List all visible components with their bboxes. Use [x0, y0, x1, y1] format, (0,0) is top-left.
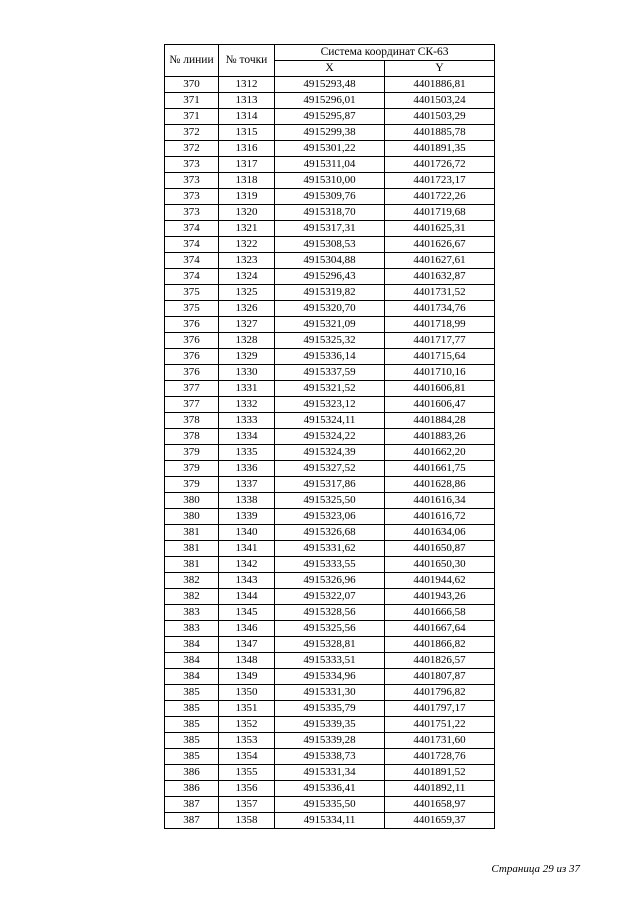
cell-x: 4915331,30: [275, 685, 385, 701]
cell-y: 4401944,62: [385, 573, 495, 589]
cell-x: 4915301,22: [275, 141, 385, 157]
column-header-line-no: № линии: [165, 45, 219, 77]
cell-point-no: 1314: [219, 109, 275, 125]
cell-y: 4401616,34: [385, 493, 495, 509]
table-row: [165, 525, 495, 541]
table-row: [165, 493, 495, 509]
cell-line-no: 387: [165, 797, 219, 813]
table-row: [165, 397, 495, 413]
table-row: [165, 237, 495, 253]
table-row: [165, 557, 495, 573]
cell-point-no: 1339: [219, 509, 275, 525]
cell-y: 4401662,20: [385, 445, 495, 461]
cell-point-no: 1326: [219, 301, 275, 317]
table-row: [165, 717, 495, 733]
cell-x: 4915311,04: [275, 157, 385, 173]
cell-line-no: 376: [165, 333, 219, 349]
cell-point-no: 1349: [219, 669, 275, 685]
cell-x: 4915337,59: [275, 365, 385, 381]
table-row: [165, 173, 495, 189]
cell-point-no: 1315: [219, 125, 275, 141]
cell-line-no: 377: [165, 381, 219, 397]
cell-y: 4401797,17: [385, 701, 495, 717]
cell-x: 4915318,70: [275, 205, 385, 221]
cell-y: 4401751,22: [385, 717, 495, 733]
table-row: [165, 77, 495, 93]
cell-line-no: 378: [165, 413, 219, 429]
cell-line-no: 379: [165, 445, 219, 461]
cell-point-no: 1322: [219, 237, 275, 253]
cell-y: 4401659,37: [385, 813, 495, 829]
cell-x: 4915334,11: [275, 813, 385, 829]
cell-x: 4915336,41: [275, 781, 385, 797]
cell-y: 4401891,52: [385, 765, 495, 781]
cell-y: 4401626,67: [385, 237, 495, 253]
cell-y: 4401627,61: [385, 253, 495, 269]
cell-x: 4915308,53: [275, 237, 385, 253]
cell-y: 4401731,60: [385, 733, 495, 749]
cell-point-no: 1358: [219, 813, 275, 829]
cell-y: 4401715,64: [385, 349, 495, 365]
coordinates-table: [164, 44, 495, 829]
cell-y: 4401616,72: [385, 509, 495, 525]
table-row: [165, 637, 495, 653]
cell-line-no: 384: [165, 653, 219, 669]
table-row: [165, 413, 495, 429]
column-header-x: X: [275, 61, 385, 77]
cell-y: 4401807,87: [385, 669, 495, 685]
cell-point-no: 1356: [219, 781, 275, 797]
cell-point-no: 1357: [219, 797, 275, 813]
cell-point-no: 1323: [219, 253, 275, 269]
table-row: [165, 125, 495, 141]
cell-point-no: 1317: [219, 157, 275, 173]
cell-x: 4915325,56: [275, 621, 385, 637]
cell-x: 4915317,31: [275, 221, 385, 237]
cell-x: 4915334,96: [275, 669, 385, 685]
cell-line-no: 381: [165, 525, 219, 541]
cell-y: 4401866,82: [385, 637, 495, 653]
cell-point-no: 1325: [219, 285, 275, 301]
table-row: [165, 205, 495, 221]
cell-x: 4915317,86: [275, 477, 385, 493]
cell-x: 4915319,82: [275, 285, 385, 301]
cell-point-no: 1318: [219, 173, 275, 189]
table-row: [165, 349, 495, 365]
cell-y: 4401606,47: [385, 397, 495, 413]
cell-y: 4401726,72: [385, 157, 495, 173]
cell-line-no: 385: [165, 733, 219, 749]
cell-point-no: 1321: [219, 221, 275, 237]
cell-line-no: 384: [165, 669, 219, 685]
cell-y: 4401728,76: [385, 749, 495, 765]
table-row: [165, 221, 495, 237]
cell-point-no: 1335: [219, 445, 275, 461]
cell-line-no: 383: [165, 621, 219, 637]
cell-line-no: 385: [165, 701, 219, 717]
table-row: [165, 445, 495, 461]
cell-line-no: 373: [165, 173, 219, 189]
cell-line-no: 376: [165, 349, 219, 365]
cell-line-no: 385: [165, 749, 219, 765]
cell-point-no: 1331: [219, 381, 275, 397]
cell-y: 4401667,64: [385, 621, 495, 637]
cell-point-no: 1316: [219, 141, 275, 157]
cell-x: 4915338,73: [275, 749, 385, 765]
cell-point-no: 1330: [219, 365, 275, 381]
table-row: [165, 253, 495, 269]
table-row: [165, 109, 495, 125]
table-row: [165, 589, 495, 605]
cell-line-no: 379: [165, 461, 219, 477]
cell-point-no: 1341: [219, 541, 275, 557]
cell-y: 4401650,30: [385, 557, 495, 573]
cell-point-no: 1333: [219, 413, 275, 429]
cell-x: 4915333,51: [275, 653, 385, 669]
table-row: [165, 749, 495, 765]
cell-x: 4915327,52: [275, 461, 385, 477]
cell-x: 4915320,70: [275, 301, 385, 317]
cell-x: 4915323,12: [275, 397, 385, 413]
table-row: [165, 797, 495, 813]
cell-point-no: 1337: [219, 477, 275, 493]
cell-point-no: 1352: [219, 717, 275, 733]
cell-x: 4915322,07: [275, 589, 385, 605]
cell-point-no: 1313: [219, 93, 275, 109]
cell-line-no: 384: [165, 637, 219, 653]
cell-y: 4401884,28: [385, 413, 495, 429]
table-row: [165, 541, 495, 557]
table-row: [165, 509, 495, 525]
table-row: [165, 189, 495, 205]
cell-point-no: 1329: [219, 349, 275, 365]
cell-line-no: 374: [165, 237, 219, 253]
cell-y: 4401650,87: [385, 541, 495, 557]
table-row: [165, 573, 495, 589]
cell-line-no: 373: [165, 205, 219, 221]
table-row: [165, 701, 495, 717]
cell-x: 4915293,48: [275, 77, 385, 93]
cell-x: 4915325,50: [275, 493, 385, 509]
cell-line-no: 370: [165, 77, 219, 93]
cell-x: 4915335,79: [275, 701, 385, 717]
cell-line-no: 374: [165, 221, 219, 237]
cell-point-no: 1344: [219, 589, 275, 605]
cell-y: 4401719,68: [385, 205, 495, 221]
cell-point-no: 1327: [219, 317, 275, 333]
cell-y: 4401710,16: [385, 365, 495, 381]
cell-line-no: 374: [165, 253, 219, 269]
cell-x: 4915336,14: [275, 349, 385, 365]
cell-y: 4401722,26: [385, 189, 495, 205]
cell-y: 4401503,29: [385, 109, 495, 125]
cell-x: 4915321,52: [275, 381, 385, 397]
cell-y: 4401943,26: [385, 589, 495, 605]
cell-y: 4401734,76: [385, 301, 495, 317]
table-row: [165, 317, 495, 333]
cell-x: 4915339,35: [275, 717, 385, 733]
table-row: [165, 461, 495, 477]
cell-point-no: 1320: [219, 205, 275, 221]
cell-line-no: 380: [165, 509, 219, 525]
cell-line-no: 376: [165, 365, 219, 381]
cell-point-no: 1336: [219, 461, 275, 477]
cell-line-no: 387: [165, 813, 219, 829]
cell-x: 4915331,34: [275, 765, 385, 781]
table-row: [165, 765, 495, 781]
table-row: [165, 157, 495, 173]
cell-point-no: 1340: [219, 525, 275, 541]
column-header-point-no: № точки: [219, 45, 275, 77]
cell-y: 4401718,99: [385, 317, 495, 333]
table-row: [165, 669, 495, 685]
cell-x: 4915299,38: [275, 125, 385, 141]
cell-y: 4401503,24: [385, 93, 495, 109]
cell-x: 4915325,32: [275, 333, 385, 349]
coordinates-table-header: [165, 45, 495, 77]
table-row: [165, 733, 495, 749]
cell-y: 4401891,35: [385, 141, 495, 157]
cell-line-no: 382: [165, 589, 219, 605]
cell-y: 4401796,82: [385, 685, 495, 701]
cell-y: 4401885,78: [385, 125, 495, 141]
cell-y: 4401606,81: [385, 381, 495, 397]
cell-y: 4401628,86: [385, 477, 495, 493]
column-header-y: Y: [385, 61, 495, 77]
cell-line-no: 371: [165, 109, 219, 125]
cell-line-no: 385: [165, 717, 219, 733]
cell-line-no: 381: [165, 557, 219, 573]
cell-y: 4401892,11: [385, 781, 495, 797]
cell-line-no: 386: [165, 765, 219, 781]
cell-x: 4915295,87: [275, 109, 385, 125]
cell-line-no: 373: [165, 189, 219, 205]
cell-y: 4401661,75: [385, 461, 495, 477]
cell-line-no: 381: [165, 541, 219, 557]
table-row: [165, 781, 495, 797]
column-header-coordinate-system: Система координат СК-63: [275, 45, 495, 61]
cell-point-no: 1312: [219, 77, 275, 93]
table-row: [165, 141, 495, 157]
cell-point-no: 1353: [219, 733, 275, 749]
cell-x: 4915328,81: [275, 637, 385, 653]
cell-y: 4401658,97: [385, 797, 495, 813]
cell-x: 4915321,09: [275, 317, 385, 333]
table-row: [165, 605, 495, 621]
cell-x: 4915310,00: [275, 173, 385, 189]
cell-line-no: 372: [165, 125, 219, 141]
cell-line-no: 371: [165, 93, 219, 109]
cell-y: 4401666,58: [385, 605, 495, 621]
cell-line-no: 374: [165, 269, 219, 285]
cell-y: 4401632,87: [385, 269, 495, 285]
table-row: [165, 685, 495, 701]
cell-point-no: 1351: [219, 701, 275, 717]
cell-y: 4401826,57: [385, 653, 495, 669]
cell-y: 4401723,17: [385, 173, 495, 189]
cell-point-no: 1342: [219, 557, 275, 573]
cell-x: 4915323,06: [275, 509, 385, 525]
cell-line-no: 380: [165, 493, 219, 509]
cell-y: 4401717,77: [385, 333, 495, 349]
cell-point-no: 1343: [219, 573, 275, 589]
cell-x: 4915331,62: [275, 541, 385, 557]
cell-point-no: 1354: [219, 749, 275, 765]
cell-y: 4401634,06: [385, 525, 495, 541]
coordinates-table-body: [165, 77, 495, 829]
cell-x: 4915309,76: [275, 189, 385, 205]
cell-point-no: 1345: [219, 605, 275, 621]
table-row: [165, 93, 495, 109]
table-row: [165, 301, 495, 317]
cell-x: 4915326,68: [275, 525, 385, 541]
table-row: [165, 813, 495, 829]
cell-x: 4915333,55: [275, 557, 385, 573]
cell-point-no: 1338: [219, 493, 275, 509]
cell-point-no: 1348: [219, 653, 275, 669]
cell-y: 4401731,52: [385, 285, 495, 301]
cell-line-no: 386: [165, 781, 219, 797]
cell-y: 4401883,26: [385, 429, 495, 445]
cell-point-no: 1346: [219, 621, 275, 637]
cell-point-no: 1350: [219, 685, 275, 701]
table-row: [165, 477, 495, 493]
table-row: [165, 333, 495, 349]
cell-line-no: 383: [165, 605, 219, 621]
cell-line-no: 376: [165, 317, 219, 333]
cell-point-no: 1355: [219, 765, 275, 781]
table-row: [165, 621, 495, 637]
cell-x: 4915296,43: [275, 269, 385, 285]
cell-x: 4915296,01: [275, 93, 385, 109]
cell-point-no: 1347: [219, 637, 275, 653]
cell-line-no: 372: [165, 141, 219, 157]
cell-y: 4401625,31: [385, 221, 495, 237]
table-row: [165, 365, 495, 381]
cell-x: 4915324,39: [275, 445, 385, 461]
cell-point-no: 1324: [219, 269, 275, 285]
table-row: [165, 653, 495, 669]
cell-x: 4915326,96: [275, 573, 385, 589]
cell-line-no: 382: [165, 573, 219, 589]
table-row: [165, 269, 495, 285]
cell-line-no: 379: [165, 477, 219, 493]
cell-line-no: 378: [165, 429, 219, 445]
table-row: [165, 285, 495, 301]
cell-line-no: 385: [165, 685, 219, 701]
cell-point-no: 1332: [219, 397, 275, 413]
page-number-footer: Страница 29 из 37: [491, 863, 580, 875]
cell-point-no: 1334: [219, 429, 275, 445]
table-row: [165, 429, 495, 445]
cell-line-no: 377: [165, 397, 219, 413]
cell-x: 4915324,11: [275, 413, 385, 429]
cell-line-no: 375: [165, 285, 219, 301]
cell-x: 4915339,28: [275, 733, 385, 749]
cell-line-no: 375: [165, 301, 219, 317]
cell-x: 4915328,56: [275, 605, 385, 621]
cell-x: 4915304,88: [275, 253, 385, 269]
cell-y: 4401886,81: [385, 77, 495, 93]
cell-x: 4915324,22: [275, 429, 385, 445]
cell-x: 4915335,50: [275, 797, 385, 813]
cell-point-no: 1319: [219, 189, 275, 205]
table-row: [165, 381, 495, 397]
cell-line-no: 373: [165, 157, 219, 173]
cell-point-no: 1328: [219, 333, 275, 349]
